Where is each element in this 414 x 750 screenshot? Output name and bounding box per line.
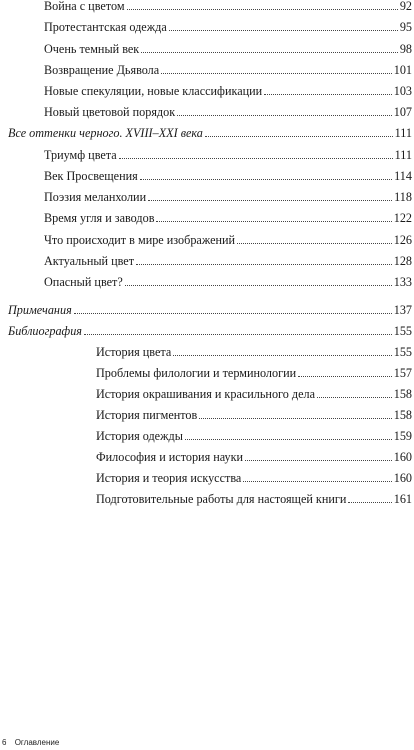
toc-entry: [96, 360, 412, 380]
toc-entry-title: Подготовительные работы для настоящей книги: [96, 492, 347, 506]
toc-entry: [96, 444, 412, 464]
toc-leader-dots: [177, 115, 392, 116]
toc-entry-page: 122: [393, 211, 412, 225]
toc-leader-dots: [348, 502, 391, 503]
toc-entry-title: Триумф цвета: [44, 148, 117, 162]
page-number: 6: [2, 738, 7, 747]
toc-entry-page: 155: [393, 324, 412, 338]
toc-leader-dots: [74, 313, 392, 314]
toc-leader-dots: [237, 243, 392, 244]
toc-entry: [96, 423, 412, 443]
toc-part-title: Библиография: [8, 324, 82, 338]
toc-entry-page: 101: [393, 63, 412, 77]
toc-entry-title: Война с цветом: [44, 0, 125, 13]
toc-entry: [96, 465, 412, 485]
toc-entry: [44, 269, 412, 289]
toc-entry-page: 155: [393, 345, 412, 359]
toc-entry: [44, 248, 412, 268]
toc-leader-dots: [317, 397, 392, 398]
toc-entry-title: Новый цветовой порядок: [44, 105, 176, 119]
toc-entry-title: Новые спекуляции, новые классификации: [44, 84, 263, 98]
toc-leader-dots: [140, 179, 392, 180]
toc-leader-dots: [264, 94, 392, 95]
toc-entry-page: 160: [393, 450, 412, 464]
toc-leader-dots: [245, 460, 392, 461]
toc-leader-dots: [199, 418, 391, 419]
toc-entry: [44, 14, 412, 34]
toc-part-entry: [8, 120, 412, 140]
toc-leader-dots: [161, 73, 392, 74]
toc-entry: [44, 227, 412, 247]
toc-entry-title: Что происходит в мире изображений: [44, 233, 236, 247]
toc-leader-dots: [141, 52, 398, 53]
toc-entry-page: 92: [399, 0, 412, 13]
toc-leader-dots: [156, 221, 391, 222]
toc-entry: [44, 184, 412, 204]
toc-entry-title: Время угля и заводов: [44, 211, 155, 225]
running-title: Оглавление: [14, 738, 60, 747]
toc-entry: [44, 78, 412, 98]
toc-entry: [44, 163, 412, 183]
toc-entry-page: 98: [399, 42, 412, 56]
toc-entry-title: История и теория искусства: [96, 471, 242, 485]
toc-part-title: Все оттенки черного. XVIII–XXI века: [8, 126, 203, 140]
toc-entry: [44, 142, 412, 162]
toc-entry-title: История окрашивания и красильного дела: [96, 387, 315, 401]
toc-entry: [44, 205, 412, 225]
toc-entry-page: 128: [393, 254, 412, 268]
toc-entry-page: 107: [393, 105, 412, 119]
toc-entry-page: 158: [393, 387, 412, 401]
toc-leader-dots: [185, 439, 392, 440]
toc-entry: [44, 57, 412, 77]
toc-part-title: Примечания: [8, 303, 72, 317]
toc-entry: [44, 99, 412, 119]
toc-entry-title: Проблемы филологии и терминологии: [96, 366, 297, 380]
toc-entry-title: История одежды: [96, 429, 183, 443]
toc-entry-page: 160: [393, 471, 412, 485]
toc-leader-dots: [84, 334, 392, 335]
toc-leader-dots: [169, 30, 398, 31]
toc-leader-dots: [127, 9, 398, 10]
toc-leader-dots: [298, 376, 392, 377]
toc-entry-title: Возвращение Дьявола: [44, 63, 160, 77]
toc-entry-title: Протестантская одежда: [44, 20, 167, 34]
toc-entry: [44, 0, 412, 13]
toc-entry: [96, 402, 412, 422]
toc-entry-title: Опасный цвет?: [44, 275, 123, 289]
toc-entry-page: 111: [394, 126, 412, 140]
toc-entry-page: 95: [399, 20, 412, 34]
toc-entry-page: 157: [393, 366, 412, 380]
toc-part-entry: [8, 318, 412, 338]
toc-leader-dots: [136, 264, 392, 265]
toc-entry: [44, 36, 412, 56]
toc-entry-page: 111: [394, 148, 412, 162]
toc-leader-dots: [243, 481, 391, 482]
toc-entry-page: 133: [393, 275, 412, 289]
toc-leader-dots: [205, 136, 393, 137]
toc-entry: [96, 339, 412, 359]
toc-part-entry: [8, 297, 412, 317]
toc-entry-title: Поэзия меланхолии: [44, 190, 147, 204]
toc-leader-dots: [173, 355, 391, 356]
toc-entry-page: 103: [393, 84, 412, 98]
toc-entry-page: 161: [393, 492, 412, 506]
toc-entry-page: 158: [393, 408, 412, 422]
toc-entry-title: Актуальный цвет: [44, 254, 135, 268]
page-footer: [2, 738, 65, 748]
toc-entry-title: Век Просвещения: [44, 169, 138, 183]
toc-entry-title: История пигментов: [96, 408, 198, 422]
toc-entry-page: 118: [394, 190, 412, 204]
toc-leader-dots: [148, 200, 392, 201]
toc-leader-dots: [119, 158, 393, 159]
toc-entry: [96, 486, 412, 506]
toc-entry: [96, 381, 412, 401]
toc-entry-page: 159: [393, 429, 412, 443]
toc-entry-page: 114: [394, 169, 412, 183]
toc-leader-dots: [125, 285, 392, 286]
toc-entry-title: Философия и история науки: [96, 450, 244, 464]
toc-entry-page: 137: [393, 303, 412, 317]
toc-entry-title: История цвета: [96, 345, 172, 359]
toc-entry-title: Очень темный век: [44, 42, 140, 56]
toc-entry-page: 126: [393, 233, 412, 247]
